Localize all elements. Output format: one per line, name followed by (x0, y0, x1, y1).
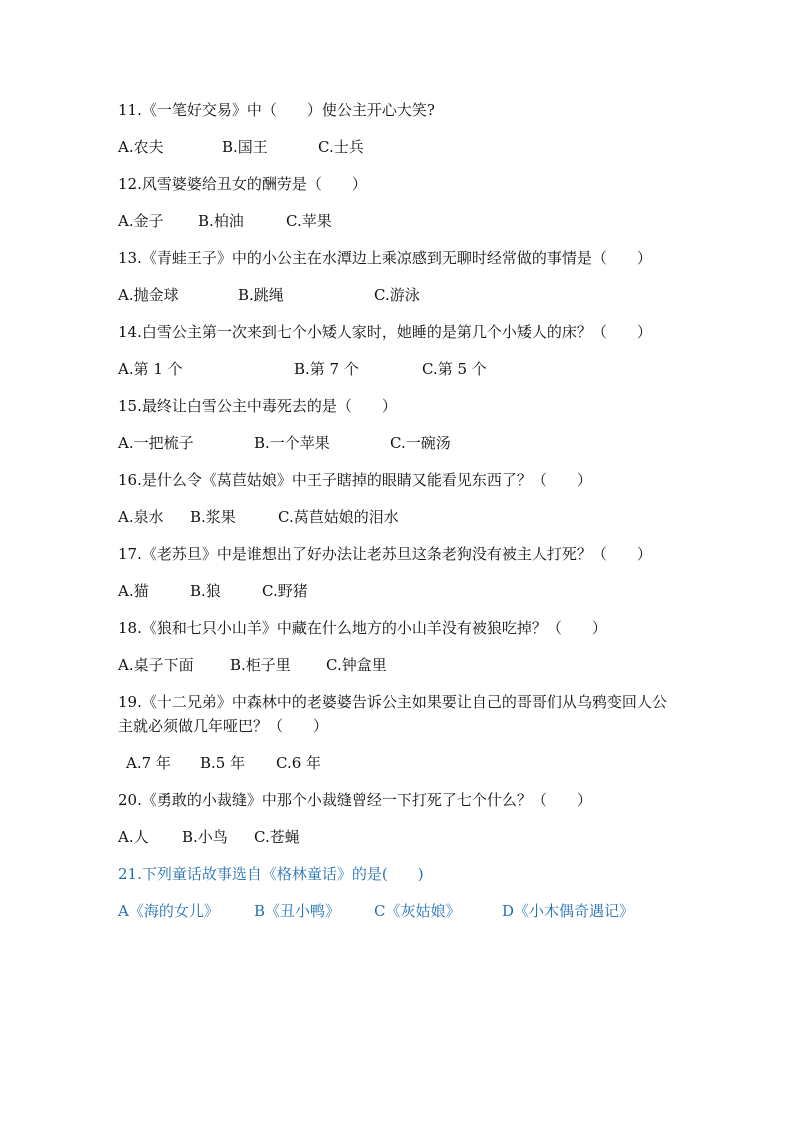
question-number: 15. (118, 397, 142, 415)
question-text: 下列童话故事选自《格林童话》的是( ) (141, 865, 424, 883)
option-b: B.柜子里 (230, 656, 291, 674)
options-18 (118, 653, 678, 677)
option-b: B.第 7 个 (294, 360, 359, 378)
question-18 (118, 616, 678, 640)
question-text: 最终让白雪公主中毒死去的是（ ） (141, 397, 397, 415)
question-19 (118, 690, 678, 738)
question-text: 《十二兄弟》中森林中的老婆婆告诉公主如果要让自己的哥哥们从乌鸦变回人公主就必须做几年哑巴？（ ） (118, 693, 667, 735)
option-c: C.士兵 (318, 138, 364, 156)
options-19 (118, 751, 678, 775)
question-17 (118, 542, 678, 566)
question-text: 《一笔好交易》中（ ）使公主开心大笑? (141, 101, 435, 119)
question-text: 是什么令《莴苣姑娘》中王子瞎掉的眼睛又能看见东西了？（ ） (141, 471, 592, 489)
option-a: A.泉水 (118, 508, 164, 526)
question-number: 19. (118, 693, 142, 711)
question-16 (118, 468, 678, 492)
question-number: 20. (118, 791, 142, 809)
question-12 (118, 172, 678, 196)
question-11 (118, 98, 678, 122)
option-c: C.一碗汤 (390, 434, 451, 452)
option-c: C.钟盒里 (326, 656, 387, 674)
option-a: A.桌子下面 (118, 656, 194, 674)
option-a: A.农夫 (118, 138, 164, 156)
option-c: C.野猪 (262, 582, 308, 600)
question-20 (118, 788, 678, 812)
option-a: A.猫 (118, 582, 149, 600)
option-a: A.抛金球 (118, 286, 179, 304)
question-21 (118, 862, 678, 886)
question-number: 21. (118, 865, 142, 883)
option-b: B.柏油 (198, 212, 244, 230)
question-number: 16. (118, 471, 142, 489)
option-b: B.小鸟 (182, 828, 228, 846)
option-c: C.苍蝇 (254, 828, 300, 846)
option-c: C.6 年 (276, 754, 322, 772)
question-number: 12. (118, 175, 142, 193)
question-number: 18. (118, 619, 142, 637)
options-20 (118, 825, 678, 849)
question-text: 风雪婆婆给丑女的酬劳是（ ） (141, 175, 367, 193)
question-14 (118, 320, 678, 344)
question-13 (118, 246, 678, 270)
options-13 (118, 283, 678, 307)
question-text: 《老苏旦》中是谁想出了好办法让老苏旦这条老狗没有被主人打死？（ ） (141, 545, 652, 563)
option-b: B.狼 (190, 582, 221, 600)
question-number: 14. (118, 323, 142, 341)
question-list (118, 98, 678, 936)
option-c: C.第 5 个 (422, 360, 487, 378)
options-21 (118, 899, 678, 923)
options-14 (118, 357, 678, 381)
option-a: A.人 (118, 828, 149, 846)
option-b: B.浆果 (190, 508, 236, 526)
options-11 (118, 135, 678, 159)
question-number: 13. (118, 249, 142, 267)
option-d: D《小木偶奇遇记》 (502, 902, 635, 920)
options-15 (118, 431, 678, 455)
question-text: 《青蛙王子》中的小公主在水潭边上乘凉感到无聊时经常做的事情是（ ） (141, 249, 652, 267)
option-b: B.5 年 (200, 754, 246, 772)
question-number: 11. (118, 101, 142, 119)
option-c: C.游泳 (374, 286, 420, 304)
options-16 (118, 505, 678, 529)
question-15 (118, 394, 678, 418)
option-a: A.金子 (118, 212, 164, 230)
option-a: A.第 1 个 (118, 360, 183, 378)
option-c: C.莴苣姑娘的泪水 (278, 508, 399, 526)
option-b: B《丑小鸭》 (254, 902, 341, 920)
option-a: A.7 年 (126, 754, 171, 772)
option-c: C《灰姑娘》 (374, 902, 461, 920)
question-text: 《勇敢的小裁缝》中那个小裁缝曾经一下打死了七个什么？（ ） (141, 791, 592, 809)
question-number: 17. (118, 545, 142, 563)
options-12 (118, 209, 678, 233)
question-text: 《狼和七只小山羊》中藏在什么地方的小山羊没有被狼吃掉？（ ） (141, 619, 607, 637)
options-17 (118, 579, 678, 603)
option-a: A《海的女儿》 (118, 902, 219, 920)
option-b: B.一个苹果 (254, 434, 330, 452)
option-b: B.跳绳 (238, 286, 284, 304)
question-text: 白雪公主第一次来到七个小矮人家时，她睡的是第几个小矮人的床？（ ） (141, 323, 652, 341)
option-c: C.苹果 (286, 212, 332, 230)
option-b: B.国王 (222, 138, 268, 156)
option-a: A.一把梳子 (118, 434, 194, 452)
